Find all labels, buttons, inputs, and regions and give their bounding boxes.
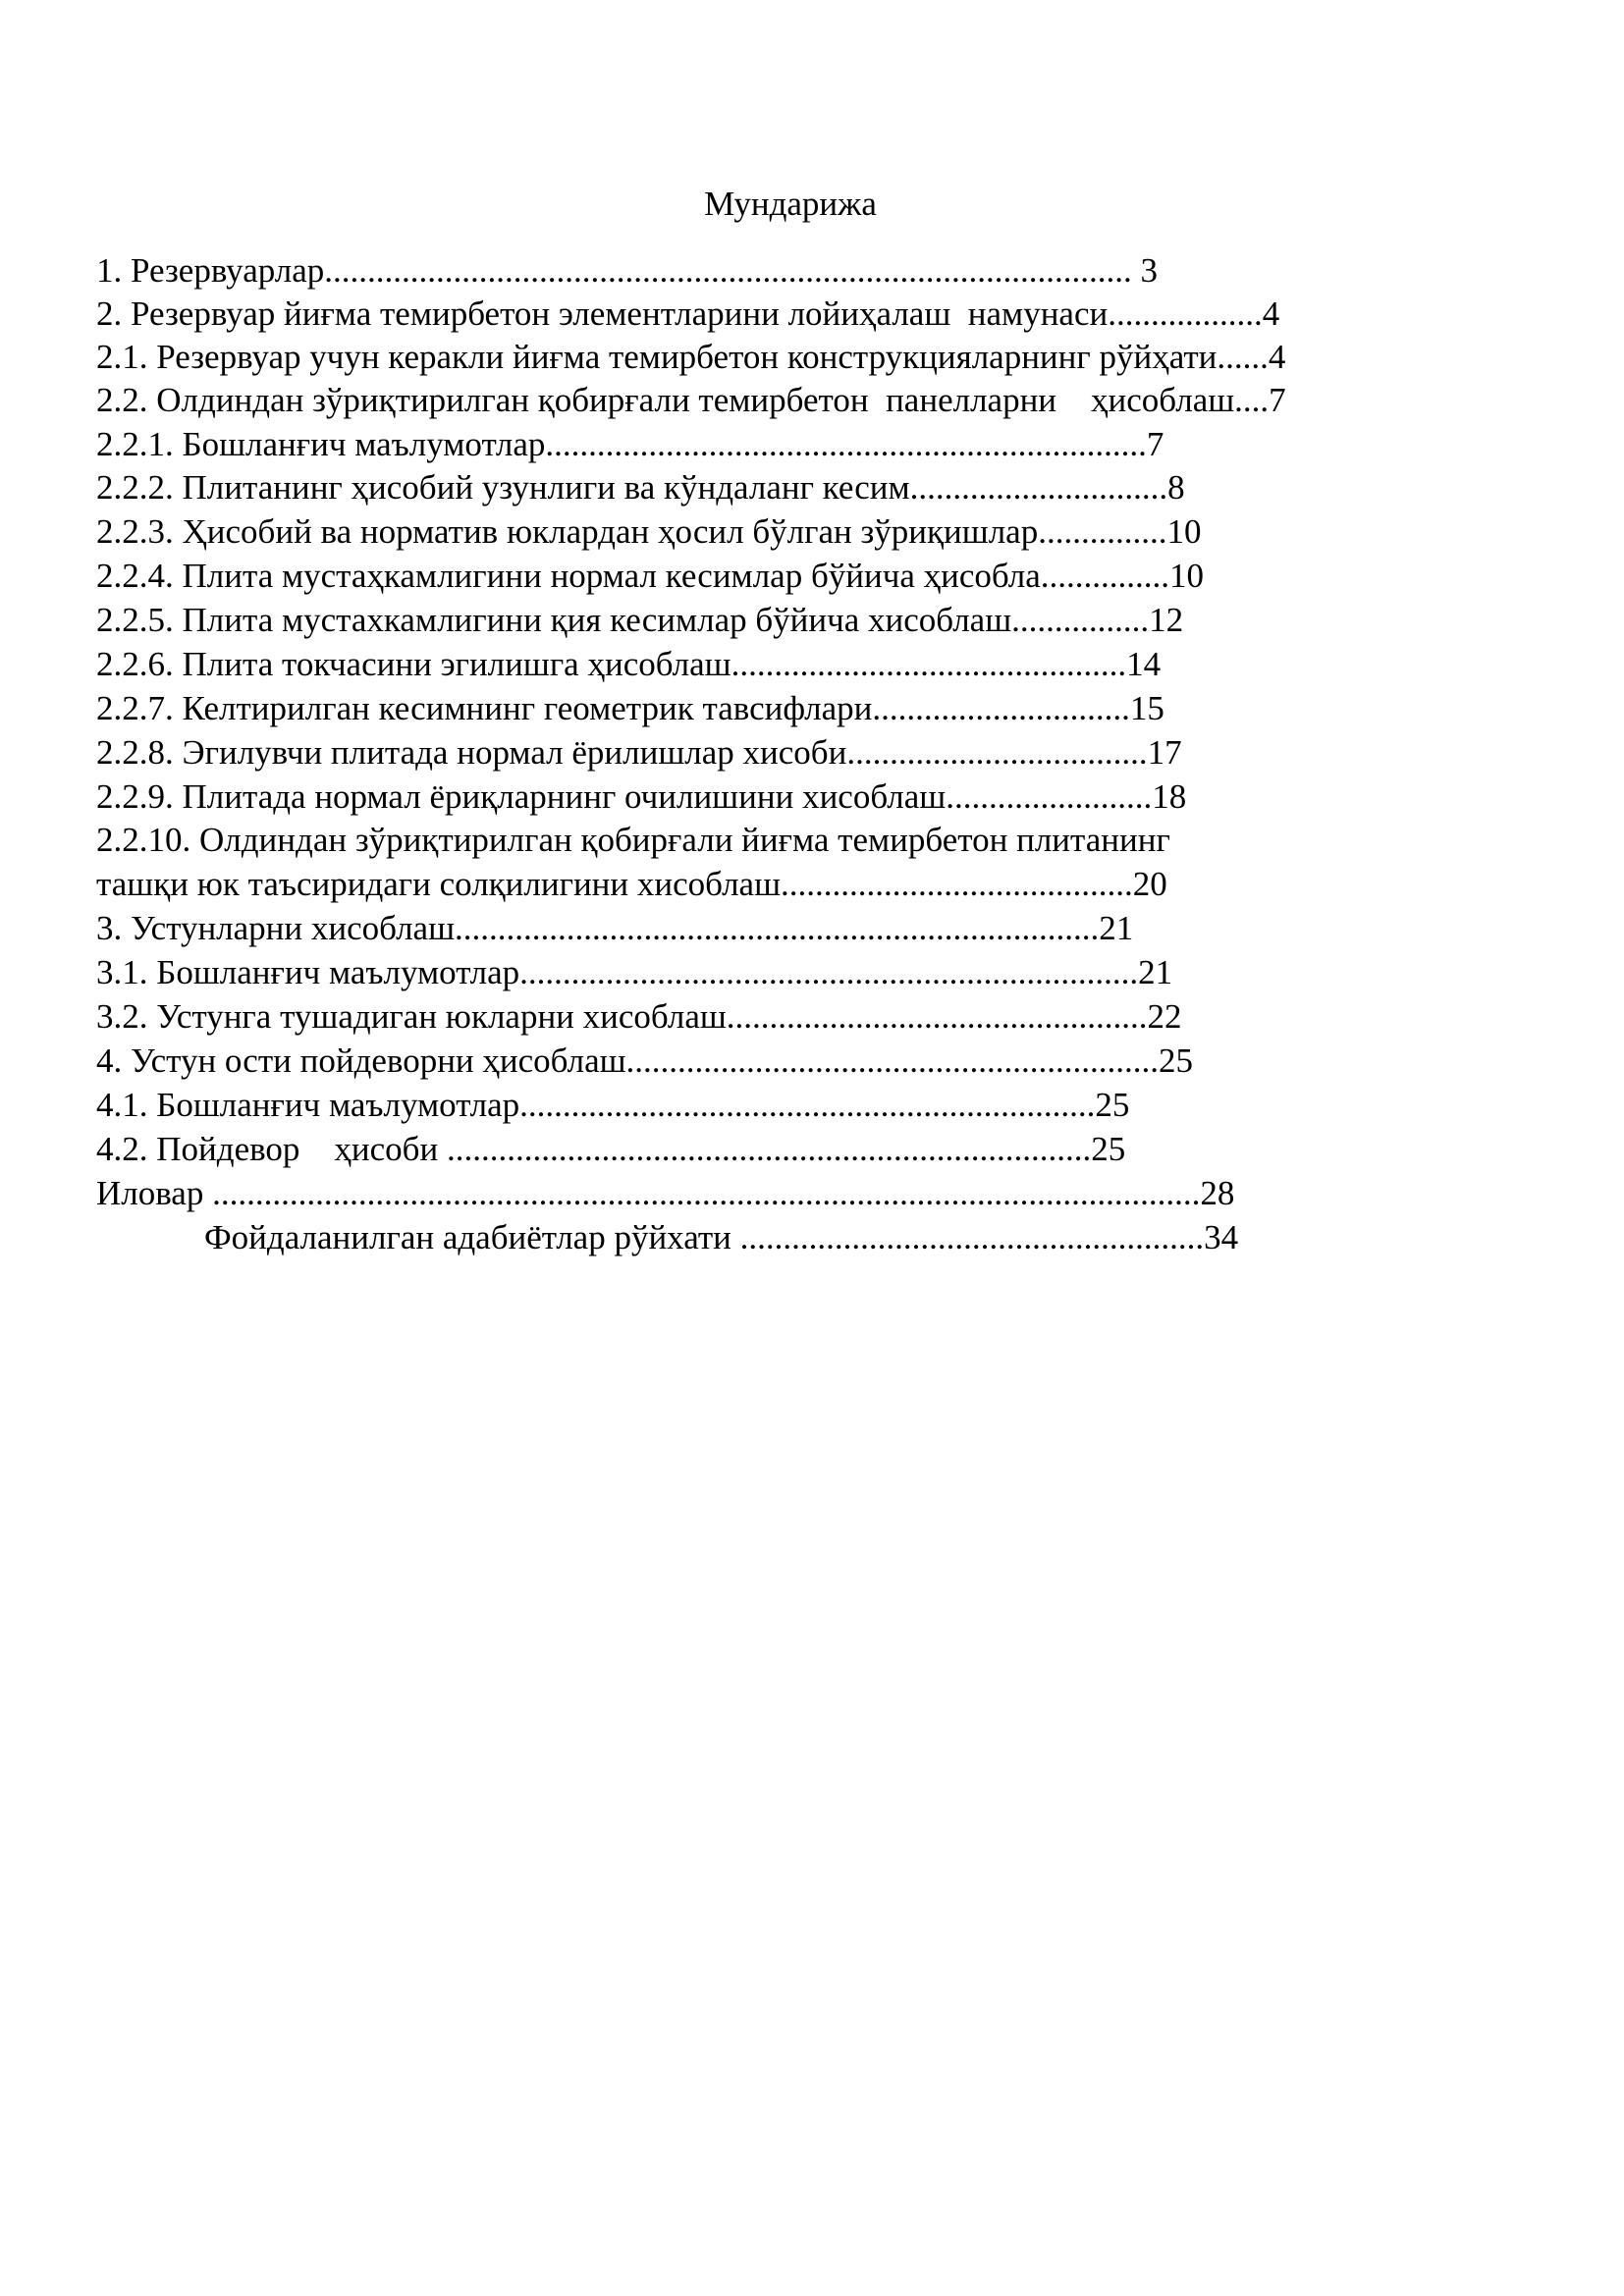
toc-entry: 2.2. Олдиндан зўриқтирилган қобирғали темирбетон панелларни ҳисоблаш....7 <box>96 381 1286 419</box>
toc-entry: 1. Резервуарлар.............................................................................................. 3 <box>96 251 1159 290</box>
toc-entry: 3.2. Устунга тушадиган юкларни хисоблаш.................................................22 <box>96 997 1182 1036</box>
toc-entry-continuation: ташқи юк таъсиридаги солқилигини хисоблаш.........................................20 <box>96 865 1167 903</box>
toc-entry: 4.1. Бошланғич маълумотлар...................................................................25 <box>96 1086 1130 1124</box>
toc-entry: 2. Резервуар йиғма темирбетон элементларини лойиҳалаш намунаси..................4 <box>96 294 1280 333</box>
toc-entry: 2.2.4. Плита мустаҳкамлигини нормал кесимлар бўйича ҳисобла...............10 <box>96 557 1205 595</box>
toc-entry: 2.2.1. Бошланғич маълумотлар......................................................................7 <box>96 425 1164 463</box>
toc-entry: 4. Устун ости пойдеворни ҳисоблаш..............................................................25 <box>96 1041 1194 1080</box>
toc-entry: Иловар ...................................................................................................................28 <box>96 1174 1235 1212</box>
toc-entry: 3. Устунларни хисоблаш...........................................................................21 <box>96 909 1134 947</box>
toc-entry: 3.1. Бошланғич маълумотлар........................................................................21 <box>96 953 1173 991</box>
toc-entry: 2.2.7. Келтирилган кесимнинг геометрик тавсифлари..............................15 <box>96 689 1164 727</box>
toc-entry: 2.2.10. Олдиндан зўриқтирилган қобирғали йиғма темирбетон плитанинг <box>96 821 1170 859</box>
toc-entry: Фойдаланилган адабиётлар рўйхати ......................................................34 <box>204 1218 1239 1256</box>
toc-entry: 2.2.8. Эгилувчи плитада нормал ёрилишлар хисоби...................................17 <box>96 733 1182 772</box>
page-title: Мундарижа <box>704 185 877 223</box>
toc-entry: 2.1. Резервуар учун керакли йиғма темирбетон конструкцияларнинг рўйҳати......4 <box>96 338 1286 376</box>
toc-entry: 2.2.5. Плита мустахкамлигини қия кесимлар бўйича хисоблаш................12 <box>96 601 1184 639</box>
toc-entry: 2.2.6. Плита токчасини эгилишга ҳисоблаш..............................................14 <box>96 645 1162 683</box>
toc-entry: 2.2.3. Ҳисобий ва норматив юклардан ҳосил бўлган зўриқишлар...............10 <box>96 512 1202 551</box>
toc-entry: 2.2.2. Плитанинг ҳисобий узунлиги ва кўндаланг кесим..............................8 <box>96 468 1185 507</box>
toc-entry: 4.2. Пойдевор ҳисоби ...........................................................................25 <box>96 1130 1126 1168</box>
toc-entry: 2.2.9. Плитада нормал ёриқларнинг очилишини хисоблаш........................18 <box>96 777 1187 816</box>
